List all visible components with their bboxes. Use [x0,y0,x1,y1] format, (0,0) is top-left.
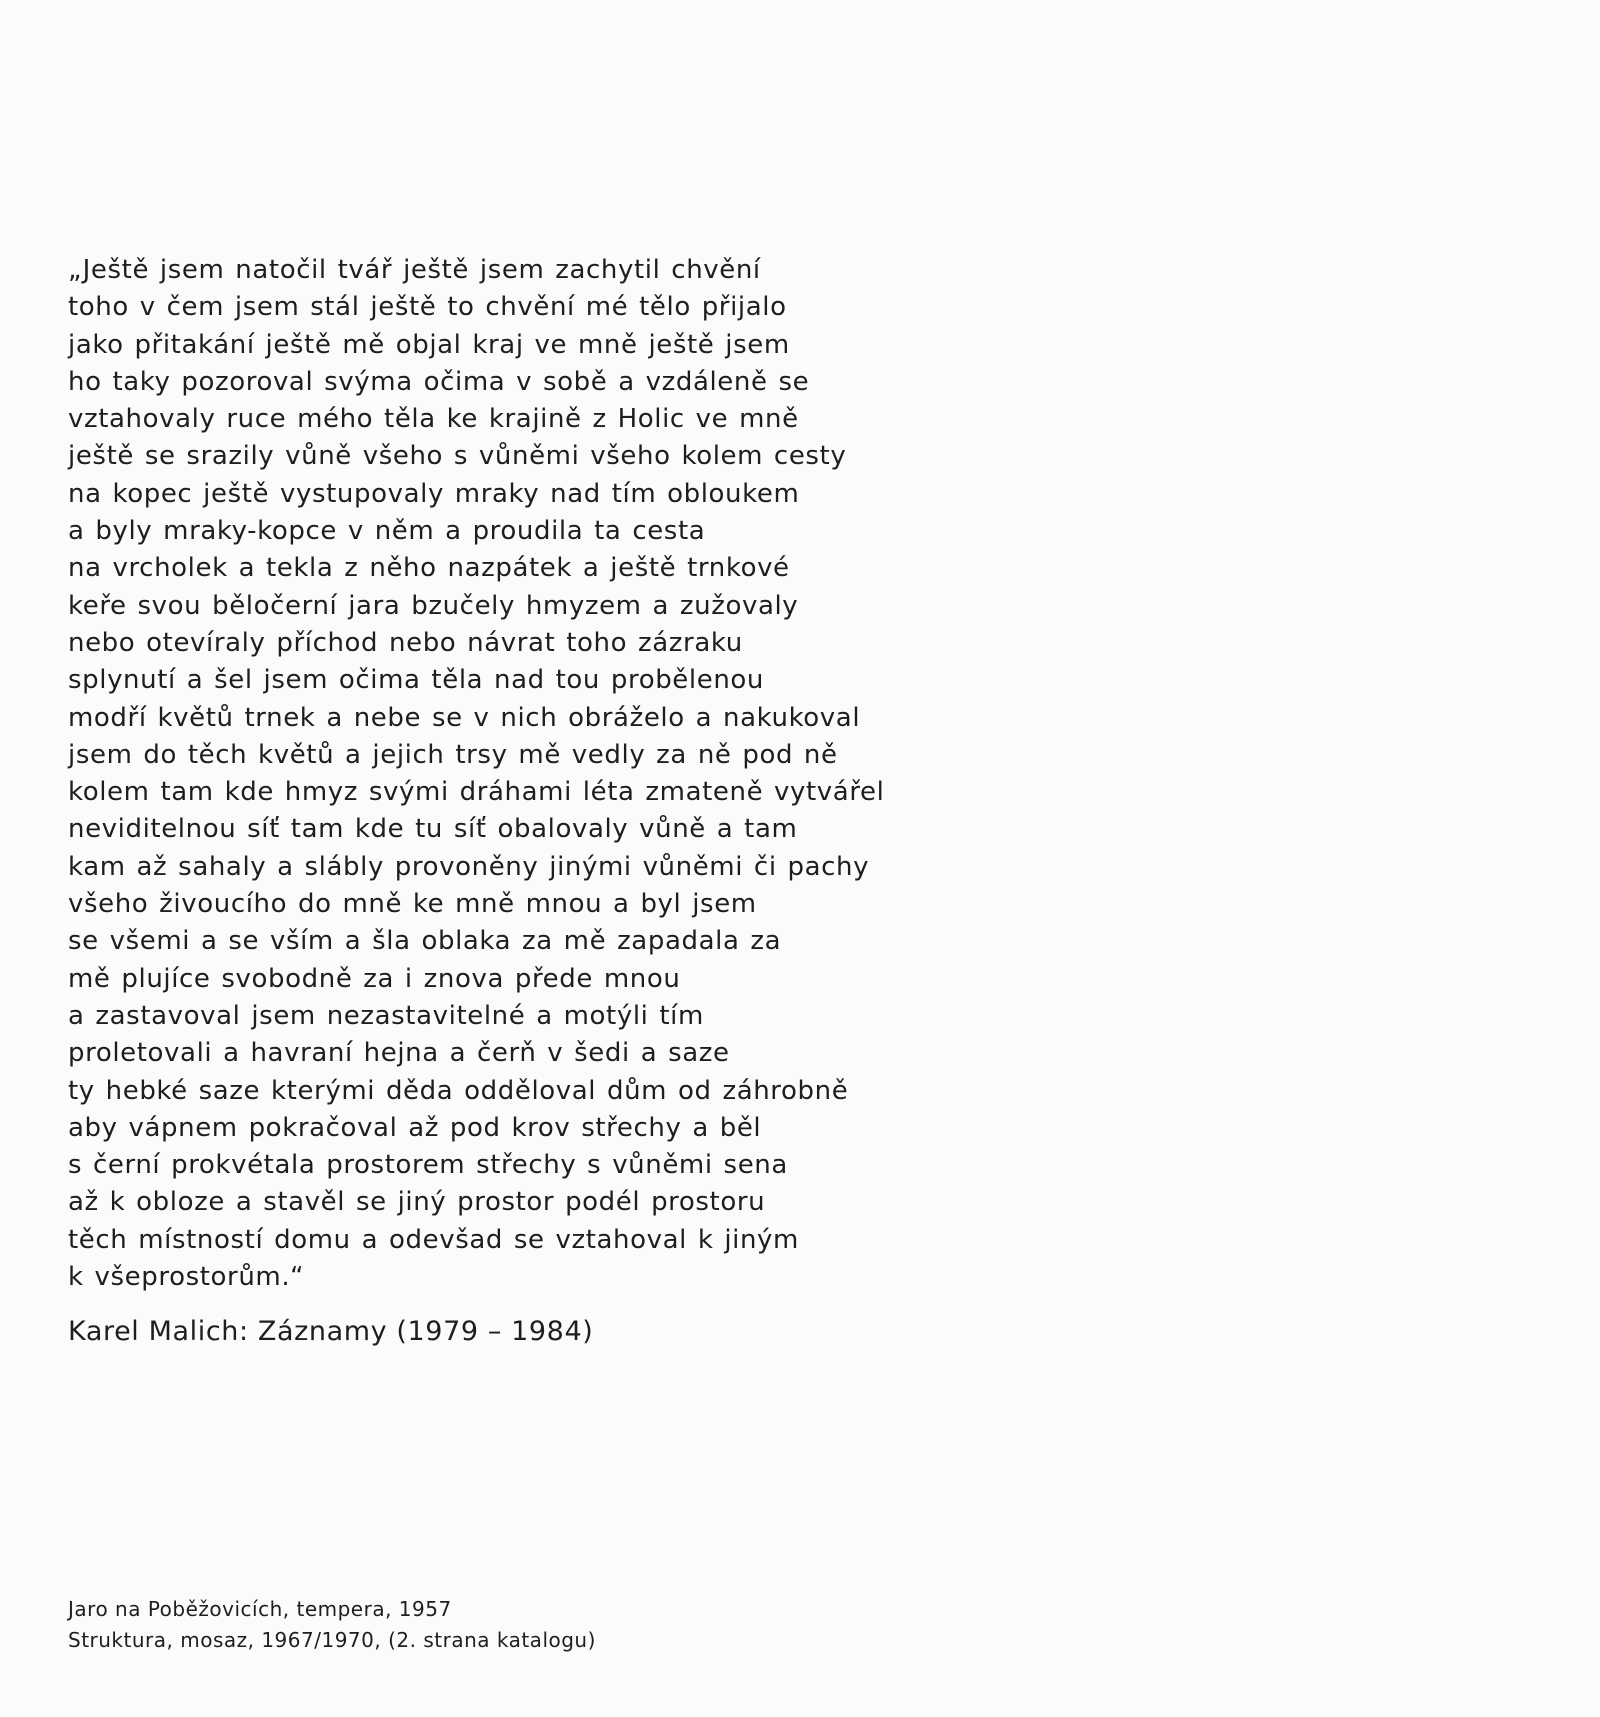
image-captions [68,1594,596,1656]
poem-line: toho v čem jsem stál ještě to chvění mé tělo přijalo [68,292,787,323]
poem-line: a byly mraky-kopce v něm a proudila ta cesta [68,516,706,547]
poem-line: s černí prokvétala prostorem střechy s vůněmi sena [68,1150,788,1181]
poem-line: jsem do těch květů a jejich trsy mě vedly za ně pod ně [68,739,838,770]
poem-line: nebo otevíraly příchod nebo návrat toho zázraku [68,627,743,658]
poem-line: neviditelnou síť tam kde tu síť obalovaly vůně a tam [68,814,798,845]
poem-line: ho taky pozoroval svýma očima v sobě a vzdáleně se [68,366,810,397]
poem-line: mě plujíce svobodně za i znova přede mnou [68,963,681,994]
poem-line: modří květů trnek a nebe se v nich obráželo a nakukoval [68,702,861,733]
poem-line: keře svou běločerní jara bzučely hmyzem a zužovaly [68,590,799,621]
poem-line: proletovali a havraní hejna a čerň v šedi a saze [68,1038,730,1069]
poem-line: ještě se srazily vůně všeho s vůněmi všeho kolem cesty [68,441,847,472]
poem-line: k všeprostorům.“ [68,1262,305,1293]
poem-text [68,252,968,1296]
poem-line: na vrcholek a tekla z něho nazpátek a ještě trnkové [68,553,790,584]
poem-line: všeho živoucího do mně ke mně mnou a byl jsem [68,889,757,920]
caption-line: Jaro na Poběžovicích, tempera, 1957 [68,1597,452,1621]
poem-line: kolem tam kde hmyz svými dráhami léta zmateně vytvářel [68,777,885,808]
poem-line: ty hebké saze kterými děda odděloval dům od záhrobně [68,1075,849,1106]
poem-line: „Ještě jsem natočil tvář ještě jsem zachytil chvění [68,255,761,285]
poem-line: se všemi a se vším a šla oblaka za mě zapadala za [68,926,782,957]
poem-line: splynutí a šel jsem očima těla nad tou probělenou [68,665,764,696]
caption-line: Struktura, mosaz, 1967/1970, (2. strana katalogu) [68,1628,596,1652]
poem-line: těch místností domu a odevšad se vztahoval k jiným [68,1224,799,1255]
poem-line: kam až sahaly a slábly provoněny jinými vůněmi či pachy [68,851,870,882]
poem-line: až k obloze a stavěl se jiný prostor podél prostoru [68,1187,766,1218]
poem-line: jako přitakání ještě mě objal kraj ve mně ještě jsem [68,329,790,360]
poem-line: vztahovaly ruce mého těla ke krajině z Holic ve mně [68,404,799,435]
poem-line: a zastavoval jsem nezastavitelné a motýli tím [68,1000,704,1031]
poem-line: na kopec ještě vystupovaly mraky nad tím obloukem [68,478,800,509]
poem-line: aby vápnem pokračoval až pod krov střechy a běl [68,1112,762,1143]
quote-attribution: Karel Malich: Záznamy (1979 – 1984) [68,1316,594,1347]
